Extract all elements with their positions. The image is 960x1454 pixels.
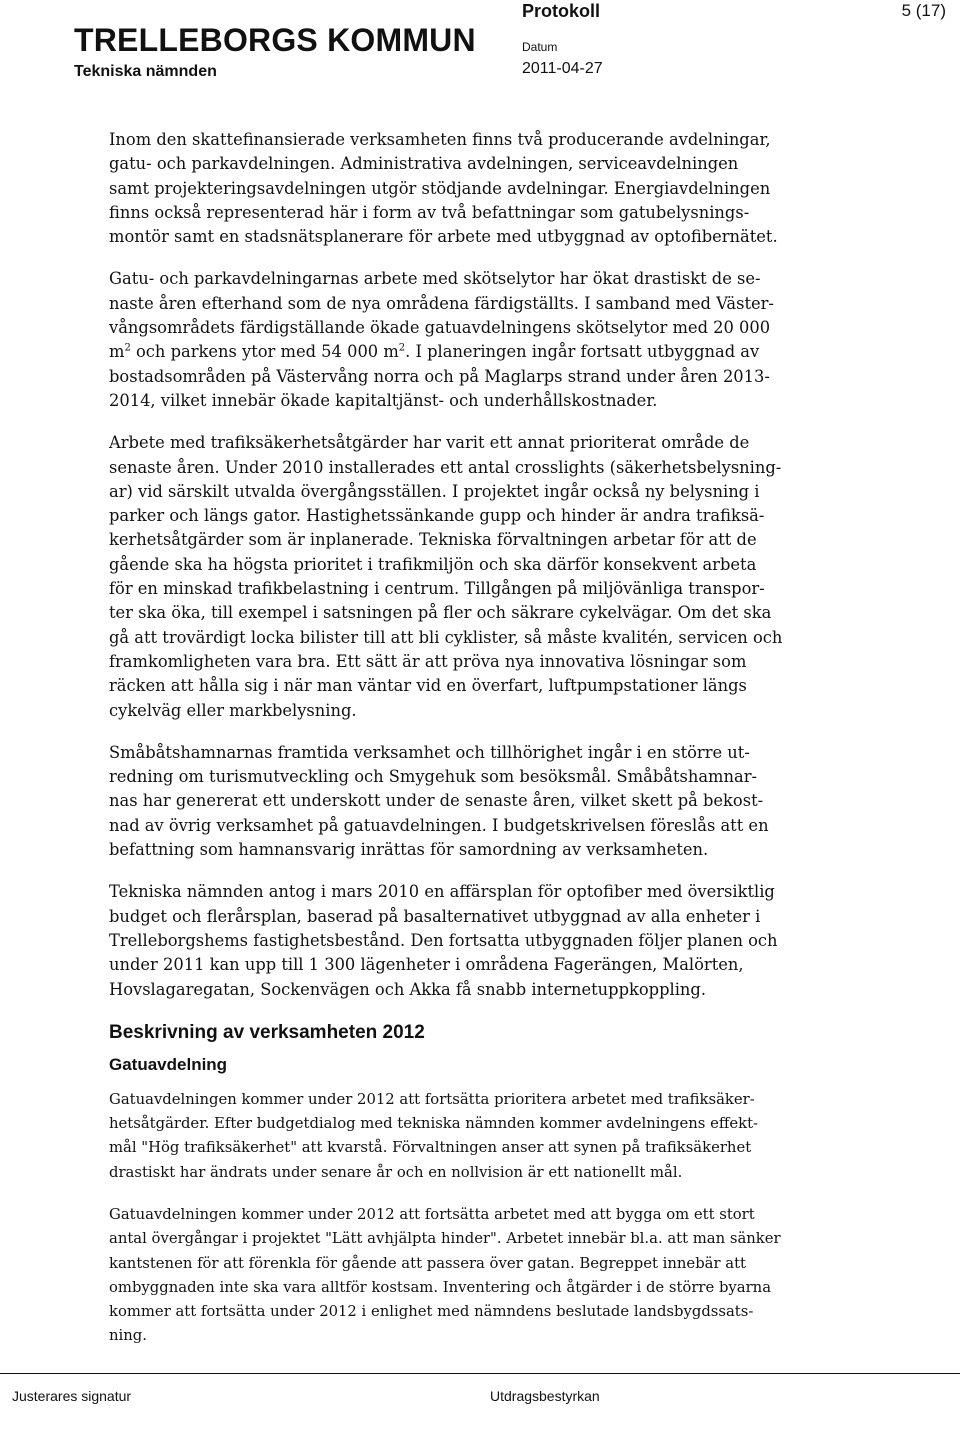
text-fragment: . I planeringen ingår fortsatt utbyggnad av — [405, 342, 760, 362]
text-line: ombyggnaden inte ska vara alltför kostsam. Inventering och åtgärder i de större byarna — [109, 1278, 772, 1296]
section-heading: Beskrivning av verksamheten 2012 — [109, 1021, 425, 1043]
text-line: drastiskt har ändrats under senare år och en nollvision är ett nationellt mål. — [109, 1163, 683, 1181]
text-line: budget och flerårsplan, baserad på basalternativet utbyggnad av alla enheter i — [109, 906, 761, 926]
paragraph-marinas — [109, 741, 809, 862]
text-line: senaste åren. Under 2010 installerades ett antal crosslights (säkerhetsbelysning- — [109, 457, 782, 477]
reviewer-signature-label: Justerares signatur — [12, 1388, 132, 1404]
text-line: Gatu- och parkavdelningarnas arbete med skötselytor har ökat drastiskt de se- — [109, 269, 761, 289]
paragraph-crossings-2012 — [109, 1203, 809, 1349]
text-line: gatu- och parkavdelningen. Administrativa avdelningen, serviceavdelningen — [109, 154, 739, 174]
paragraph-traffic-safety — [109, 431, 809, 723]
text-line: befattning som hamnansvarig inrättas för samordning av verksamheten. — [109, 840, 709, 860]
text-line: Inom den skattefinansierade verksamheten finns två producerande avdelningar, — [109, 130, 771, 149]
document-body — [109, 128, 809, 1367]
text-line: redning om turismutveckling och Smygehuk som besöksmål. Småbåtshamnar- — [109, 767, 757, 787]
text-line: Gatuavdelningen kommer under 2012 att fortsätta prioritera arbetet med trafiksäker- — [109, 1090, 755, 1108]
paragraph-optic-fiber — [109, 880, 809, 1001]
text-line: finns också representerad här i form av två befattningar som gatubelysnings- — [109, 202, 750, 222]
text-line: för en minskad trafikbelastning i centrum. Tillgången på miljövänliga transpor- — [109, 579, 765, 599]
organization-title: TRELLEBORGS KOMMUN — [74, 22, 476, 58]
document-type: Protokoll — [522, 1, 601, 21]
page-number: 5 (17) — [901, 1, 946, 20]
committee-name: Tekniska nämnden — [74, 63, 217, 80]
subsection-heading: Gatuavdelning — [109, 1054, 228, 1074]
text-line: Småbåtshamnarnas framtida verksamhet och tillhörighet ingår i en större ut- — [109, 742, 750, 762]
text-line: cykelväg eller markbelysning. — [109, 700, 357, 720]
text-line: kantstenen för att förenkla för gående att passera över gatan. Begreppet innebär att — [109, 1254, 746, 1272]
date-value: 2011-04-27 — [522, 60, 603, 77]
superscript: 2 — [124, 342, 131, 354]
text-line: bostadsområden på Västervång norra och på Maglarps strand under åren 2013- — [109, 366, 770, 386]
text-line: Gatuavdelningen kommer under 2012 att fortsätta arbetet med att bygga om ett stort — [109, 1205, 755, 1223]
text-line: gående ska ha högsta prioritet i trafikmiljön och ska därför konsekvent arbeta — [109, 554, 757, 574]
text-line: Tekniska nämnden antog i mars 2010 en affärsplan för optofiber med översiktlig — [109, 882, 775, 902]
text-line: nad av övrig verksamhet på gatuavdelningen. I budgetskrivelsen föreslås att en — [109, 815, 769, 835]
text-line: hetsåtgärder. Efter budgetdialog med tekniska nämnden kommer avdelningens effekt- — [109, 1115, 759, 1133]
text-line: nas har genererat ett underskott under de senaste åren, vilket skett på bekost- — [109, 791, 764, 811]
text-line: Arbete med trafiksäkerhetsåtgärder har varit ett annat prioriterat område de — [109, 433, 750, 453]
paragraph-maintenance-areas — [109, 267, 809, 413]
paragraph-traffic-priority-2012 — [109, 1088, 809, 1185]
text-line: 2014, vilket innebär ökade kapitaltjänst- och underhållskostnader. — [109, 390, 658, 410]
text-fragment: m — [109, 342, 125, 362]
text-line: montör samt en stadsnätsplanerare för arbete med utbyggnad av optofibernätet. — [109, 227, 778, 247]
text-line: kommer att fortsätta under 2012 i enlighet med nämndens beslutade landsbygdssats- — [109, 1303, 754, 1321]
extract-certification-label: Utdragsbestyrkan — [490, 1388, 600, 1404]
text-fragment: och parkens ytor med 54 000 m — [130, 342, 399, 362]
text-line: parker och längs gator. Hastighetssänkande gupp och hinder är andra trafiksä- — [109, 506, 765, 526]
text-line: kerhetsåtgärder som är inplanerade. Tekniska förvaltningen arbetar för att de — [109, 530, 757, 550]
date-label: Datum — [522, 40, 558, 54]
text-line: naste åren efterhand som de nya områdena färdigställts. I samband med Väster- — [109, 293, 774, 313]
text-line: mål "Hög trafiksäkerhet" att kvarstå. Förvaltningen anser att synen på trafiksäkerhet — [109, 1139, 752, 1157]
paragraph-departments — [109, 128, 809, 249]
text-line: samt projekteringsavdelningen utgör stödjande avdelningar. Energiavdelningen — [109, 178, 771, 198]
text-line: framkomligheten vara bra. Ett sätt är att pröva nya innovativa lösningar som — [109, 651, 747, 671]
text-line: gå att trovärdigt locka bilister till att bli cyklister, så måste kvalitén, servicen och — [109, 627, 783, 647]
text-line: antal övergångar i projektet "Lätt avhjälpta hinder". Arbetet innebär bl.a. att man sänker — [109, 1230, 781, 1248]
text-line: ar) vid särskilt utvalda övergångsställen. I projektet ingår också ny belysning i — [109, 481, 760, 501]
footer-divider — [0, 1373, 960, 1374]
text-line — [109, 340, 809, 364]
superscript: 2 — [398, 342, 406, 354]
text-line: under 2011 kan upp till 1 300 lägenheter i områdena Fagerängen, Malörten, — [109, 955, 744, 975]
text-line: räcken att hålla sig i när man väntar vid en överfart, luftpumpstationer längs — [109, 676, 747, 696]
text-line: Hovslagaregatan, Sockenvägen och Akka få snabb internetuppkoppling. — [109, 979, 707, 999]
text-line: Trelleborgshems fastighetsbestånd. Den fortsatta utbyggnaden följer planen och — [109, 930, 778, 950]
text-line: vångsområdets färdigställande ökade gatuavdelningens skötselytor med 20 000 — [109, 318, 771, 338]
text-line: ning. — [109, 1327, 147, 1345]
text-line: ter ska öka, till exempel i satsningen på fler och säkrare cykelvägar. Om det ska — [109, 603, 772, 623]
